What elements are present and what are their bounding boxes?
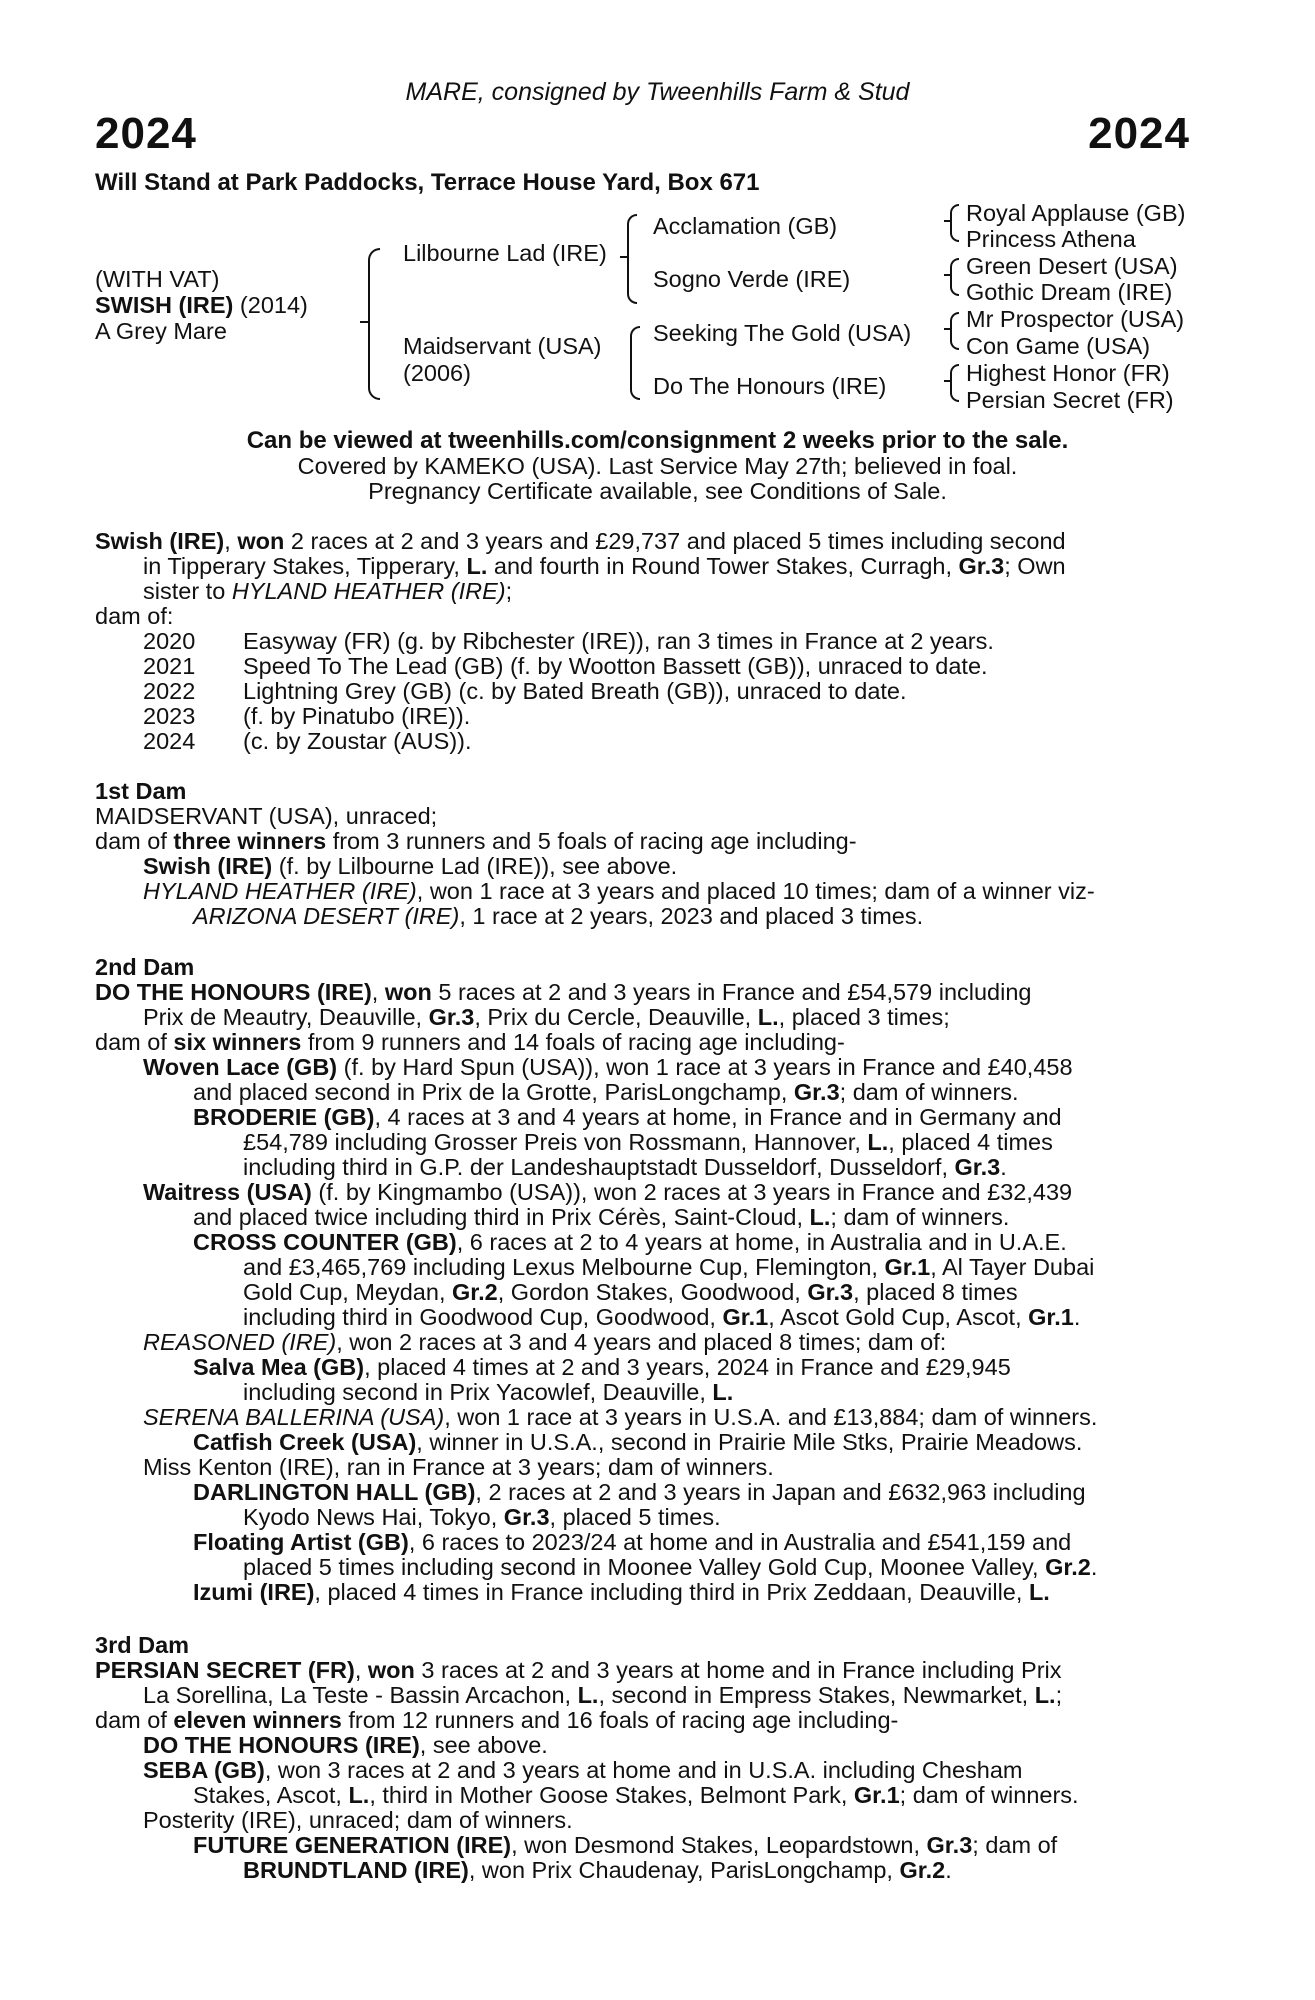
text: , 6 races at 2 to 4 years at home, in Australia and in U.A.E. [456, 1229, 1067, 1255]
pedigree-sss: Royal Applause (GB) [966, 200, 1186, 226]
second-dam-line-19 [193, 1430, 1082, 1456]
text: , second in Empress Stakes, Newmarket, [598, 1682, 1035, 1708]
second-dam-line-14 [243, 1305, 1080, 1331]
second-dam-line-20: Miss Kenton (IRE), ran in France at 3 years; dam of winners. [143, 1454, 774, 1480]
text: ; [1055, 1682, 1063, 1708]
pedigree-sire: Lilbourne Lad (IRE) [403, 240, 607, 266]
first-dam-heading: 1st Dam [95, 778, 187, 804]
year-left: 2024 [95, 109, 197, 158]
produce-entry: (f. by Pinatubo (IRE)). [243, 703, 471, 729]
listed-label: L. [712, 1379, 734, 1405]
horse-name: DO THE HONOURS (IRE) [143, 1732, 420, 1758]
pedigree-ss: Acclamation (GB) [653, 213, 838, 239]
horse-name: Waitress (USA) [143, 1179, 312, 1205]
text: 3 races at 2 and 3 years at home and in France including Prix [414, 1657, 1062, 1683]
second-dam-line-23 [193, 1530, 1071, 1556]
group-label: Gr.3 [958, 553, 1005, 579]
second-dam-line-18 [143, 1405, 1097, 1431]
second-dam-line-15 [143, 1330, 946, 1356]
horse-name: Floating Artist (GB) [193, 1529, 409, 1555]
text: £54,789 including Grosser Preis von Rossmann, Hannover, [243, 1129, 868, 1155]
pedigree-brace-sd [950, 258, 959, 296]
winners-count: eleven winners [173, 1707, 342, 1733]
won-label: won [367, 1657, 415, 1683]
standing-location: Will Stand at Park Paddocks, Terrace House Yard, Box 671 [95, 169, 760, 196]
pedigree-ddd: Persian Secret (FR) [966, 387, 1174, 413]
first-dam-line-2 [95, 829, 857, 855]
produce-year: 2021 [143, 653, 196, 679]
pedigree-brace-dam [630, 326, 640, 400]
pedigree-brace-ss-point [944, 220, 952, 222]
second-dam-line-1 [95, 980, 1031, 1006]
horse-name: CROSS COUNTER (GB) [193, 1229, 457, 1255]
text: Prix de Meautry, Deauville, [143, 1004, 429, 1030]
third-dam-line-5 [143, 1758, 1023, 1784]
produce-entry: Lightning Grey (GB) (c. by Bated Breath (GB)), unraced to date. [243, 678, 907, 704]
listed-label: L. [757, 1004, 779, 1030]
listed-label: L. [1034, 1682, 1056, 1708]
first-dam-line-3 [143, 854, 677, 880]
group-label: Gr.2 [452, 1279, 498, 1305]
text: and placed twice including third in Prix Cérès, Saint-Cloud, [193, 1204, 810, 1230]
text: La Sorellina, La Teste - Bassin Arcachon, [143, 1682, 578, 1708]
text: placed 5 times including second in Moonee Valley Gold Cup, Moonee Valley, [243, 1554, 1046, 1580]
second-dam-line-4 [143, 1055, 1073, 1081]
winners-count: six winners [173, 1029, 302, 1055]
produce-year: 2022 [143, 678, 196, 704]
text: including third in Goodwood Cup, Goodwood, [243, 1304, 723, 1330]
listed-label: L. [577, 1682, 599, 1708]
text: ; dam of winners. [839, 1079, 1019, 1105]
pedigree-dam-year: (2006) [403, 360, 471, 386]
consignor-line: MARE, consigned by Tweenhills Farm & Stud [405, 78, 910, 106]
text: , placed 8 times [853, 1279, 1018, 1305]
second-dam-line-2 [143, 1005, 950, 1031]
horse-name: Izumi (IRE) [193, 1579, 315, 1605]
text: ; [505, 578, 513, 604]
pedigree-brace-sire-point [620, 256, 628, 258]
second-dam-line-10 [193, 1205, 1009, 1231]
second-dam-line-8 [243, 1155, 1007, 1181]
second-dam-line-11 [193, 1230, 1067, 1256]
text: . [1000, 1154, 1007, 1180]
horse-name: BRUNDTLAND (IRE) [243, 1857, 469, 1883]
third-dam-line-4 [143, 1733, 548, 1759]
pedigree-brace-ds-point [944, 328, 952, 330]
produce-entry: Speed To The Lead (GB) (f. by Wootton Bassett (GB)), unraced to date. [243, 653, 988, 679]
pedigree-sdd: Gothic Dream (IRE) [966, 279, 1173, 305]
text: , placed 3 times; [778, 1004, 950, 1030]
horse-name: REASONED (IRE) [143, 1329, 337, 1355]
text: dam of [95, 1707, 174, 1733]
first-dam-line-4 [143, 879, 1095, 905]
pedigree-ds: Seeking The Gold (USA) [653, 320, 912, 346]
second-dam-line-22 [243, 1505, 721, 1531]
pedigree-brace-main-point [360, 321, 368, 323]
year-right: 2024 [1088, 109, 1190, 158]
mare-line-1: Swish (IRE), won 2 races at 2 and 3 years and £29,737 and placed 5 times including second [95, 528, 1066, 554]
text: (f. by Lilbourne Lad (IRE)), see above. [272, 853, 678, 879]
text: ; Own [1004, 553, 1066, 579]
text: , won 3 races at 2 and 3 years at home and in U.S.A. including Chesham [264, 1757, 1023, 1783]
group-label: Gr.1 [853, 1782, 900, 1808]
pedigree-sds: Green Desert (USA) [966, 253, 1178, 279]
text: from 12 runners and 16 foals of racing age including- [341, 1707, 899, 1733]
group-label: Gr.2 [1045, 1554, 1091, 1580]
group-label: Gr.1 [1028, 1304, 1074, 1330]
second-dam-line-6 [193, 1105, 1062, 1131]
text: in Tipperary Stakes, Tipperary, [143, 553, 467, 579]
horse-name: DARLINGTON HALL (GB) [193, 1479, 476, 1505]
pedigree-brace-dd [950, 364, 959, 402]
sister-name: HYLAND HEATHER (IRE) [231, 578, 506, 604]
pedigree-brace-main [368, 248, 380, 400]
pedigree-dds: Highest Honor (FR) [966, 360, 1170, 386]
text: dam of [95, 828, 174, 854]
text: (f. by Kingmambo (USA)), won 2 races at 3 years in France and £32,439 [311, 1179, 1073, 1205]
produce-entry: (c. by Zoustar (AUS)). [243, 728, 472, 754]
text: Gold Cup, Meydan, [243, 1279, 452, 1305]
text: ; dam of winners. [830, 1204, 1010, 1230]
text: , won Desmond Stakes, Leopardstown, [511, 1832, 927, 1858]
winners-count: three winners [173, 828, 327, 854]
horse-name-line [95, 292, 308, 318]
second-dam-line-16 [193, 1355, 1011, 1381]
pedigree-sd: Sogno Verde (IRE) [653, 266, 851, 292]
horse-name: SERENA BALLERINA (USA) [143, 1404, 445, 1430]
text: and £3,465,769 including Lexus Melbourne Cup, Flemington, [243, 1254, 885, 1280]
vat-label: (WITH VAT) [95, 266, 220, 292]
text: 5 races at 2 and 3 years in France and £54,579 including [431, 979, 1032, 1005]
horse-name: SEBA (GB) [143, 1757, 265, 1783]
third-dam-line-3 [95, 1708, 898, 1734]
text: . [1073, 1304, 1081, 1330]
text: from 3 runners and 5 foals of racing age including- [326, 828, 857, 854]
text: , placed 5 times. [549, 1504, 721, 1530]
text: , Ascot Gold Cup, Ascot, [768, 1304, 1029, 1330]
group-label: Gr.3 [428, 1004, 475, 1030]
text: , Al Tayer Dubai [930, 1254, 1095, 1280]
pedigree-brace-sire [627, 214, 637, 304]
text: dam of [95, 1029, 174, 1055]
text: , won 2 races at 3 and 4 years and placed 8 times; dam of: [336, 1329, 947, 1355]
text: , winner in U.S.A., second in Prairie Mile Stks, Prairie Meadows. [416, 1429, 1083, 1455]
pedigree-dsd: Con Game (USA) [966, 333, 1151, 359]
mare-text-1: 2 races at 2 and 3 years and £29,737 and placed 5 times including second [284, 528, 1066, 554]
group-label: Gr.2 [899, 1857, 946, 1883]
text: sister to [143, 578, 232, 604]
horse-name: Swish (IRE) [143, 853, 273, 879]
text: including second in Prix Yacowlef, Deauville, [243, 1379, 713, 1405]
second-dam-line-13 [243, 1280, 1018, 1306]
second-dam-heading: 2nd Dam [95, 954, 195, 980]
second-dam-line-25 [193, 1580, 1050, 1606]
text: including third in G.P. der Landeshauptstadt Dusseldorf, Dusseldorf, [243, 1154, 955, 1180]
third-dam-heading: 3rd Dam [95, 1632, 190, 1658]
third-dam-line-8 [193, 1833, 1057, 1859]
text: , third in Mother Goose Stakes, Belmont Park, [369, 1782, 854, 1808]
text: , won 1 race at 3 years in U.S.A. and £13,884; dam of winners. [444, 1404, 1098, 1430]
produce-year: 2020 [143, 628, 196, 654]
group-label: Gr.1 [884, 1254, 931, 1280]
group-label: Gr.3 [793, 1079, 840, 1105]
horse-name: Catfish Creek (USA) [193, 1429, 417, 1455]
second-dam-line-5 [193, 1080, 1019, 1106]
group-label: Gr.3 [954, 1154, 1001, 1180]
text: , [371, 979, 385, 1005]
text: , 6 races to 2023/24 at home and in Australia and £541,159 and [408, 1529, 1072, 1555]
pedigree-brace-ds [950, 312, 959, 350]
text: from 9 runners and 14 foals of racing age including- [301, 1029, 845, 1055]
horse-name: Woven Lace (GB) [143, 1054, 338, 1080]
horse-name: DO THE HONOURS (IRE) [95, 979, 372, 1005]
second-dam-line-7 [243, 1130, 1053, 1156]
horse-name: HYLAND HEATHER (IRE) [143, 878, 417, 904]
pedigree-dam: Maidservant (USA) [403, 333, 602, 359]
horse-name: PERSIAN SECRET (FR) [95, 1657, 355, 1683]
pedigree-ssd: Princess Athena [966, 226, 1136, 252]
viewing-note: Can be viewed at tweenhills.com/consignment 2 weeks prior to the sale. [246, 427, 1069, 454]
second-dam-line-9 [143, 1180, 1072, 1206]
text: ; dam of winners. [899, 1782, 1079, 1808]
horse-description: A Grey Mare [95, 318, 227, 344]
text: , Prix du Cercle, Deauville, [474, 1004, 758, 1030]
text: ; dam of [972, 1832, 1058, 1858]
produce-year: 2024 [143, 728, 196, 754]
listed-label: L. [809, 1204, 831, 1230]
text: , placed 4 times at 2 and 3 years, 2024 in France and £29,945 [364, 1354, 1011, 1380]
text: and fourth in Round Tower Stakes, Curragh, [487, 553, 959, 579]
third-dam-line-7: Posterity (IRE), unraced; dam of winners. [143, 1807, 573, 1833]
horse-name: ARIZONA DESERT (IRE) [193, 903, 460, 929]
produce-year: 2023 [143, 703, 196, 729]
text: , Gordon Stakes, Goodwood, [497, 1279, 808, 1305]
third-dam-line-6 [193, 1783, 1079, 1809]
won-label: won [384, 979, 432, 1005]
second-dam-line-24 [243, 1555, 1097, 1581]
text: , [354, 1657, 368, 1683]
mare-line-2 [143, 554, 1066, 580]
pedigree-brace-dd-point [944, 380, 952, 382]
text: , 1 race at 2 years, 2023 and placed 3 times. [459, 903, 924, 929]
text: and placed second in Prix de la Grotte, ParisLongchamp, [193, 1079, 794, 1105]
text: , placed 4 times [888, 1129, 1053, 1155]
mare-line-3 [143, 579, 512, 605]
horse-name: BRODERIE (GB) [193, 1104, 375, 1130]
pedigree-dd: Do The Honours (IRE) [653, 373, 887, 399]
third-dam-line-9 [243, 1858, 952, 1884]
won-label: won [237, 528, 285, 554]
text: (f. by Hard Spun (USA)), won 1 race at 3 years in France and £40,458 [337, 1054, 1073, 1080]
listed-label: L. [466, 553, 488, 579]
horse-name: FUTURE GENERATION (IRE) [193, 1832, 512, 1858]
text: , 2 races at 2 and 3 years in Japan and £632,963 including [475, 1479, 1086, 1505]
listed-label: L. [1028, 1579, 1050, 1605]
text: , 4 races at 3 and 4 years at home, in France and in Germany and [374, 1104, 1062, 1130]
first-dam-line-1: MAIDSERVANT (USA), unraced; [95, 803, 438, 829]
pedigree-brace-sd-point [944, 274, 952, 276]
first-dam-line-5 [193, 904, 923, 930]
horse-name: Salva Mea (GB) [193, 1354, 365, 1380]
pedigree-dss: Mr Prospector (USA) [966, 306, 1185, 332]
second-dam-line-17 [243, 1380, 733, 1406]
group-label: Gr.1 [722, 1304, 769, 1330]
second-dam-line-3 [95, 1030, 845, 1056]
pregnancy-note: Pregnancy Certificate available, see Conditions of Sale. [368, 478, 947, 504]
group-label: Gr.3 [926, 1832, 973, 1858]
text: . [1090, 1554, 1098, 1580]
listed-label: L. [348, 1782, 370, 1808]
second-dam-line-12 [243, 1255, 1094, 1281]
listed-label: L. [867, 1129, 889, 1155]
horse-name: SWISH (IRE) [95, 292, 234, 318]
text: Stakes, Ascot, [193, 1782, 349, 1808]
text: . [945, 1857, 952, 1883]
text: , won 1 race at 3 years and placed 10 times; dam of a winner viz- [416, 878, 1095, 904]
text: , placed 4 times in France including third in Prix Zeddaan, Deauville, [314, 1579, 1029, 1605]
mare-name: Swish (IRE) [95, 528, 225, 554]
third-dam-line-1 [95, 1658, 1062, 1684]
second-dam-line-21 [193, 1480, 1086, 1506]
group-label: Gr.3 [807, 1279, 854, 1305]
text: , won Prix Chaudenay, ParisLongchamp, [468, 1857, 900, 1883]
covering-note: Covered by KAMEKO (USA). Last Service May 27th; believed in foal. [297, 453, 1018, 479]
third-dam-line-2 [143, 1683, 1062, 1709]
pedigree-brace-ss [950, 204, 959, 242]
text: Kyodo News Hai, Tokyo, [243, 1504, 504, 1530]
group-label: Gr.3 [503, 1504, 550, 1530]
text: , see above. [419, 1732, 548, 1758]
horse-year: (2014) [239, 292, 308, 318]
produce-entry: Easyway (FR) (g. by Ribchester (IRE)), ran 3 times in France at 2 years. [243, 628, 994, 654]
dam-of-label: dam of: [95, 603, 174, 629]
